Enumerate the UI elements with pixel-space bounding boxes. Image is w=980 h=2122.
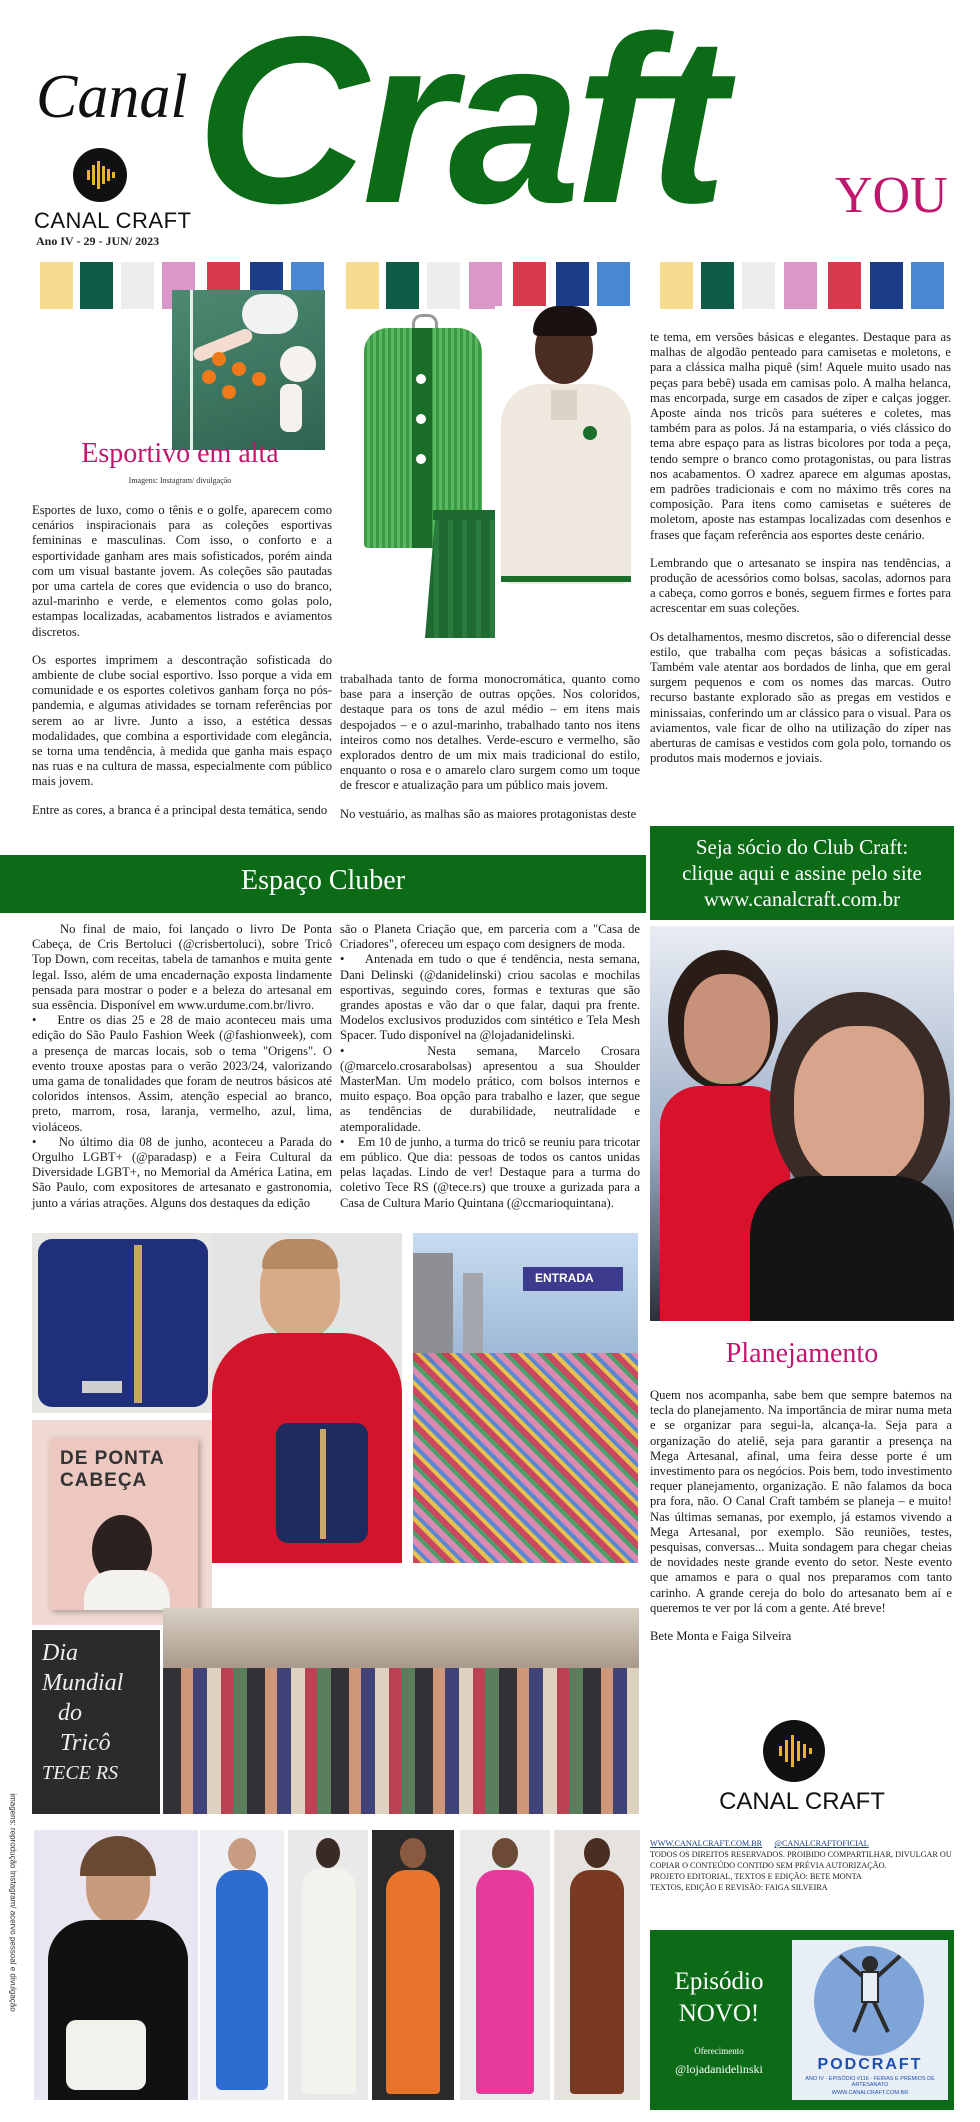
club-signup-box[interactable] (650, 826, 954, 920)
chalk-line-4: Tricô (60, 1730, 111, 1756)
chalk-line-1: Dia (42, 1640, 78, 1666)
knitting-group-photo (163, 1608, 639, 1814)
logo-circle (73, 148, 127, 202)
swatch (828, 262, 861, 309)
fashion-photo-4 (372, 1830, 454, 2100)
podcast-episode: Episódio (674, 1968, 764, 1995)
signup-line-2: clique aqui e assine pelo site (682, 861, 922, 885)
footer-logo-circle (763, 1720, 825, 1782)
swatch (742, 262, 775, 309)
jumping-figure-icon (792, 1940, 948, 2060)
signature: Bete Monta e Faiga Silveira (650, 1629, 792, 1644)
paragraph: • Antenada em tudo o que é tendência, nesta semana, Dani Delinski (@danidelinski) criou sacolas e mochilas esportivas, seguindo cores, formas e texturas que são grandes apostas e vão dar o que falar, daqui pra frente. Modelos exclusivos produzidos com sintético e Tela Mesh Spacer. Tudo disponível na @lojadanidelinski. (340, 952, 640, 1043)
tennis-photo (172, 290, 325, 450)
paragraph: • Nesta semana, Marcelo Crosara (@marcelo.crosarabolsas) apresentou a sua Shoulder MasterMan. Um modelo prático, com bolsos internos e muito espaço. Boa opção para trabalho e lazer, que segue as tendências de durabilidade, neutralidade e atemporalidade. (340, 1043, 640, 1134)
podcast-card-sub: ANO IV · EPISÓDIO #116 · FEIRAS E PRÊMIOS DE ARTESANATO (805, 2076, 935, 2088)
paragraph: Os esportes imprimem a descontração sofisticada do ambiente de clube social esportivo. Isso porque a vida em comunidade e os esportes coletivos ganham força no pós-pandemia, e algumas atividades se tornam referências por serem ao ar livre. Junto a isso, a estética dessas modalidades, que combina a esportividade com elegância, se torna uma tendência, à medida que ganha mais espaço nas ruas e na cultura de massa, especialmente com público mais jovem. (32, 652, 332, 789)
planejamento-title: Planejamento (725, 1338, 879, 1369)
paragraph: são o Planeta Criação que, em parceria com a "Casa de Criadores", ofereceu um espaço com designers de moda. (340, 922, 640, 952)
paragraph: No final de maio, foi lançado o livro De Ponta Cabeça, de Cris Bertoluci (@crisbertoluci), sobre Tricô Top Down, com receitas, tabela de tamanhos e muita gente legal. Isso, além de uma encadernação exposta lindamente pensada para mostrar o poder e a beleza do artesanal em sua essência. Disponível em www.urdume.com.br/livro. (32, 922, 332, 1013)
swatch (427, 262, 460, 309)
blue-bag-photo (32, 1233, 215, 1413)
fashion-photo-3 (288, 1830, 368, 2100)
signup-site-link[interactable]: www.canalcraft.com.br (703, 887, 901, 911)
esportivo-images-credit: Imagens: Instagram/ divulgação (128, 476, 232, 485)
paragraph: te tema, em versões básicas e elegantes. Destaque para as malhas de algodão penteado para camisetas e moletons, e para a clássica malha piquê (sim! Aquele muito usado nas peças para bebê) usada em camisas polo. A malha helanca, mas encorpada, surge em casados de zíper e calças jogger. Aposte ainda nos tricôs para suéteres e coletes, mas também para as polos. Já na estamparia, o viés clássico do tema abre espaço para as listras bicolores por toda a peça, tendo sempre o branco como protagonistas, ou para listras nos acabamentos. O xadrez aparece em algumas apostas, em padrões tradicionais e com no máximo três cores na composição. Para itens como camisetas e suéteres de moletom, aposte nas estampas localizadas com desenhos e frases que façam referência aos esportes deste cenário. (650, 330, 951, 542)
soundwave-icon (73, 148, 127, 202)
esportivo-title: Esportivo em alta (81, 438, 279, 469)
chalk-line-3: do (58, 1700, 82, 1726)
swatch (386, 262, 419, 309)
footer-info (650, 1838, 954, 1893)
podcast-card-title: PODCRAFT (817, 2056, 923, 2073)
masthead-craft: Craft (196, 0, 722, 253)
espaco-cluber-bar (0, 855, 646, 913)
issue-line: Ano IV - 29 - JUN/ 2023 (36, 234, 160, 248)
paragraph: • No último dia 08 de junho, aconteceu a Parada do Orgulho LGBT+ (@paradasp) e a Feira Cultural da Diversidade LGBT+, no Memorial da América Latina, em São Paulo, com expositores de artesanato e gastronomia, junto a várias atrações. Alguns dos destaques da edição (32, 1134, 332, 1210)
footer-project: PROJETO EDITORIAL, TEXTOS E EDIÇÃO: BETE MONTA (650, 1872, 862, 1881)
booth-sign: ENTRADA (535, 1271, 594, 1285)
esportivo-col2 (340, 672, 640, 835)
podcast-offer-label: Oferecimento (694, 2046, 744, 2056)
paragraph: Quem nos acompanha, sabe bem que sempre batemos na tecla do planejamento. Na importância de mirar numa meta e se organizar para segui-la, alcança-la. Seja para a organização do ateliê, seja para garantir a presença na Mega Artesanal, afinal, uma feira desse porte é um investimento para os negócios. Pois bem, todo investimento requer planejamento, organização. E não falamos da boca pra fora, não. O Canal Craft também se planeja – e muito! Nas últimas semanas, por exemplo, já estamos vivendo a Mega Artesanal, por exemplo. São reuniões, testes, pesquisas, conversas... Muita sondagem para chegar cheias de novidades neste grande evento do setor. Neste evento que amamos e para o qual nos preparamos com tanto carinho. A grande cereja do bolo do artesanato bem aí e queremos te ver por lá com a gente. Até breve! (650, 1388, 952, 1615)
swatch (80, 262, 113, 309)
signup-line-1: Seja sócio do Club Craft: (695, 835, 909, 859)
podcast-card[interactable] (792, 1940, 948, 2100)
brand-name: CANAL CRAFT (34, 208, 192, 233)
podcast-offer-handle[interactable]: @lojadanidelinski (675, 2062, 763, 2076)
man-with-bag-photo (212, 1233, 402, 1563)
footer-brand: CANAL CRAFT (719, 1788, 885, 1815)
book-title-1: DE PONTA (60, 1448, 165, 1469)
esportivo-col3 (650, 330, 951, 779)
paragraph: • Entre os dias 25 e 28 de maio aconteceu mais uma edição do São Paulo Fashion Week (@fashionweek), com a presença de marcas locais, sob o tema "Origens". O evento trouxe apostas para o verão 2023/24, valorizando uma gama de tonalidades que foram de neutros básicos até coloridos intensos. Assim, atenção especial ao branco, preto, marrom, rosa, laranja, vermelho, azul, lima, violáceos. (32, 1013, 332, 1134)
swatch (870, 262, 903, 309)
swatch (40, 262, 73, 309)
chalk-line-2: Mundial (42, 1670, 124, 1696)
swatch (660, 262, 693, 309)
paragraph: trabalhada tanto de forma monocromática, quanto como base para a inserção de outras opções. Nos coloridos, destaque para os tons de azul médio – em itens mais despojados – e o azul-marinho, trabalhado tanto nos itens inteiros como nos detalhes. Verde-escuro e vermelho, são explorados dentro de um mix mais tradicional do estilo, enquanto o rosa e o amarelo claro surgem como um toque de frescor e atualização para um público mais jovem. (340, 672, 640, 793)
footer-handle-link[interactable]: @CANALCRAFTOFICIAL (774, 1839, 869, 1848)
side-credit: imagens: reprodução Instagram/ acervo pessoal e divulgação (8, 1793, 18, 2012)
footer-rights: TODOS OS DIREITOS RESERVADOS. PROIBIDO COMPARTILHAR, DIVULGAR OU COPIAR O CONTEÚDO CONTIDO SEM PRÉVIA AUTORIZAÇÃO. (650, 1850, 952, 1870)
book-cover-photo (32, 1420, 212, 1625)
swatch (121, 262, 154, 309)
footer-site-link[interactable]: WWW.CANALCRAFT.COM.BR (650, 1839, 763, 1848)
model-photo (495, 306, 635, 644)
footer-revision: TEXTOS, EDIÇÃO E REVISÃO: FAIGA SILVEIRA (650, 1883, 828, 1892)
lgbt-parade-photo (413, 1233, 638, 1563)
swatch (469, 262, 502, 309)
swatch (597, 262, 630, 309)
paragraph: Esportes de luxo, como o tênis e o golfe, aparecem como cenários inspiracionais para as coleções esportivas femininas e masculinas. Com isso, o conforto e a esportividade ganham ares mais sofisticados, porém ainda com um visual bastante jovem. As coleções são pautadas por uma cartela de cores que evidencia o uso do branco, azul-marinho e verde, e elementos como golas polo, estampas localizadas, acabamentos listrados e aviamentos discretos. (32, 503, 332, 639)
esportivo-col1 (32, 503, 332, 831)
paragraph: • Em 10 de junho, a turma do tricô se reuniu para tricotar em público. Que dia: pessoas de todos os cantos unidas pelas laçadas. Lindo de ver! Destaque para a turma do coletivo Tece RS (@tece.rs) que trouxe a gurizada para a Casa de Cultura Mario Quintana (@ccmarioquintana). (340, 1134, 640, 1210)
founders-photo (650, 926, 954, 1321)
fashion-photo-6 (554, 1830, 640, 2100)
masthead-canal: Canal (36, 63, 188, 131)
podcast-card-site: WWW.CANALCRAFT.COM.BR (831, 2090, 909, 2096)
swatch (556, 262, 589, 309)
paragraph: Lembrando que o artesanato se inspira nas tendências, a produção de acessórios como bolsas, sacolas, adornos para a cabeça, como gorros e bonés, seguem firmes e fortes para acrescentar em suas coleções. (650, 555, 951, 616)
podcast-new: NOVO! (678, 2000, 760, 2027)
fashion-photo-2 (200, 1830, 284, 2100)
masthead-you: YOU (835, 167, 948, 224)
chalkboard-photo (32, 1630, 160, 1814)
clube-col2 (340, 922, 640, 1211)
swatch (784, 262, 817, 309)
chalk-line-5: TECE RS (42, 1762, 119, 1784)
soundwave-icon (763, 1720, 825, 1782)
swatch (911, 262, 944, 309)
fashion-photo-1 (34, 1830, 198, 2100)
clube-col1 (32, 922, 332, 1211)
fashion-photo-5 (460, 1830, 550, 2100)
book-title-2: CABEÇA (60, 1470, 148, 1491)
espaco-cluber-title: Espaço Cluber (240, 865, 406, 896)
podcast-box[interactable] (650, 1930, 954, 2110)
paragraph: Os detalhamentos, mesmo discretos, são o diferencial desse estilo, que trabalha com peças básicas a sofisticadas. Também vale atentar aos bordados de linha, que em geral surgem pequenos e com os nomes das marcas. Outro recurso bastante explorado são as pregas em vestidos e minissaias, conferindo um ar clássico para o visual. Para os aviamentos, vale ficar de olho na utilização do zíper nas aberturas de camisas e vestidos com gola polo, tornando os produtos mais modernos e joviais. (650, 629, 951, 766)
swatch (701, 262, 734, 309)
paragraph: Entre as cores, a branca é a principal desta temática, sendo (32, 802, 328, 817)
planejamento-body (650, 1388, 952, 1657)
paragraph: No vestuário, as malhas são as maiores protagonistas deste (340, 806, 637, 821)
swatch (346, 262, 379, 309)
swatch (513, 262, 546, 309)
